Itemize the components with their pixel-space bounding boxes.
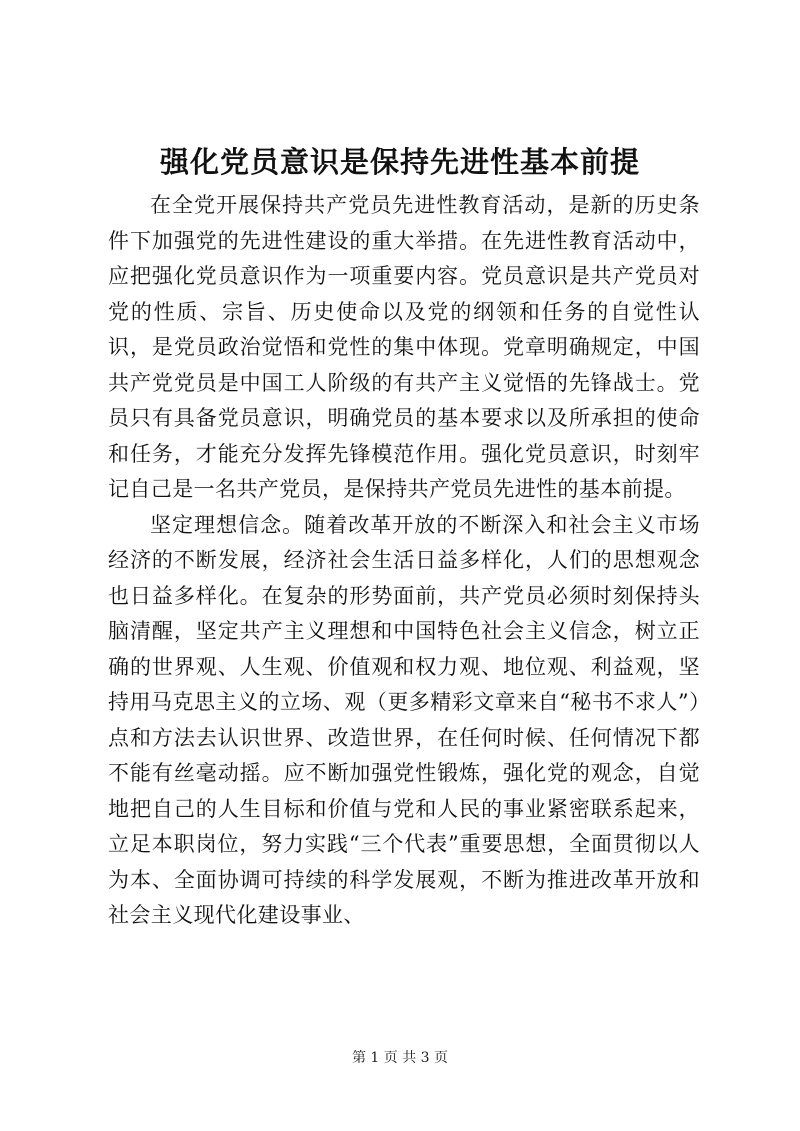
document-body bbox=[108, 188, 700, 934]
page-footer: 第 1 页 共 3 页 bbox=[351, 1050, 449, 1066]
page-title: 强化党员意识是保持先进性基本前提 bbox=[159, 145, 640, 179]
paragraph-2: 坚定理想信念。随着改革开放的不断深入和社会主义市场经济的不断发展，经济社会生活日益多样化，人们的思想观念也日益多样化。在复杂的形势面前，共产党员必须时刻保持头脑清醒，坚定共产主义理想和中国特色社会主义信念，树立正确的世界观、人生观、价值观和权力观、地位观、利益观，坚持用马克思主义的立场、观（更多精彩文章来自“秘书不求人”）点和方法去认识世界、改造世界，在任何时候、任何情况下都不能有丝毫动摇。应不断加强党性锻炼，强化党的观念，自觉地把自己的人生目标和价值与党和人民的事业紧密联系起来，立足本职岗位，努力实践“三个代表”重要思想，全面贯彻以人为本、全面协调可持续的科学发展观，不断为推进改革开放和社会主义现代化建设事业、 bbox=[108, 512, 700, 927]
paragraph-1: 在全党开展保持共产党员先进性教育活动，是新的历史条件下加强党的先进性建设的重大举措。在先进性教育活动中，应把强化党员意识作为一项重要内容。党员意识是共产党员对党的性质、宗旨、历史使命以及党的纲领和任务的自觉性认识，是党员政治觉悟和党性的集中体现。党章明确规定，中国共产党党员是中国工人阶级的有共产主义觉悟的先锋战士。党员只有具备党员意识，明确党员的基本要求以及所承担的使命和任务，才能充分发挥先锋模范作用。强化党员意识，时刻牢记自己是一名共产党员，是保持共产党员先进性的基本前提。 bbox=[108, 193, 700, 501]
